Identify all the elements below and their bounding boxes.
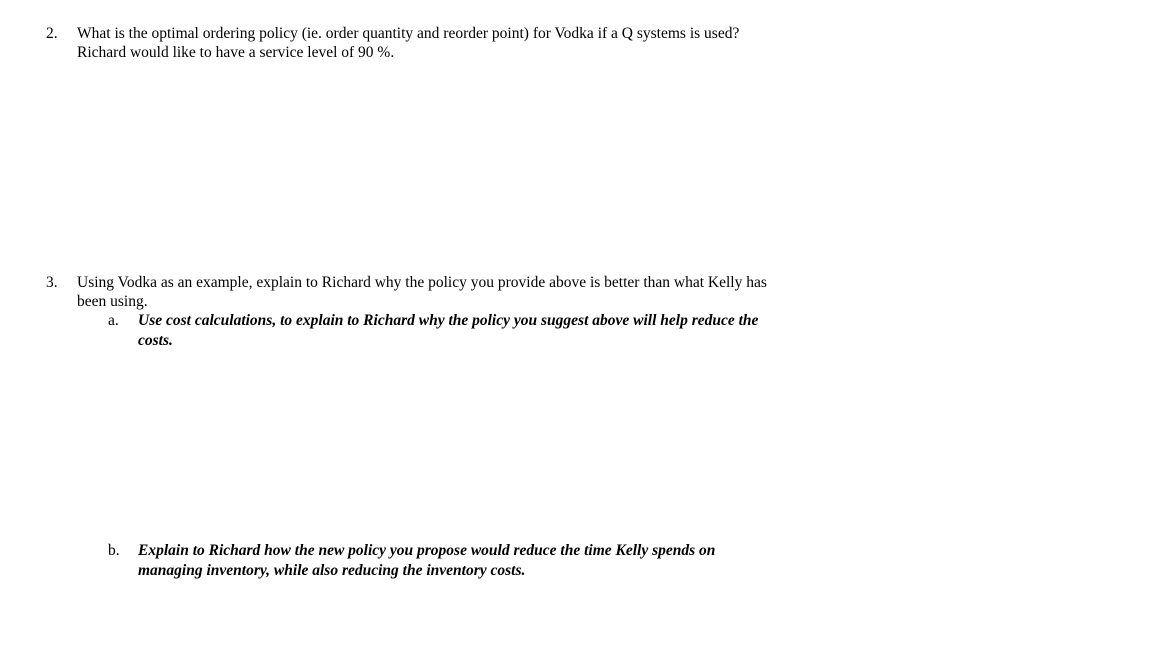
question-2-line-1: What is the optimal ordering policy (ie. order quantity and reorder point) for Vodka if a Q systems is used? — [77, 25, 740, 42]
question-3-number: 3. — [46, 274, 58, 291]
question-2-line-2: Richard would like to have a service level of 90 %. — [77, 44, 395, 61]
subquestion-a-line-1: Use cost calculations, to explain to Richard why the policy you suggest above will help reduce the — [138, 312, 759, 329]
subquestion-b-letter: b. — [108, 542, 120, 559]
question-3-line-1: Using Vodka as an example, explain to Richard why the policy you provide above is better than what Kelly has — [77, 274, 767, 291]
subquestion-b-line-1: Explain to Richard how the new policy you propose would reduce the time Kelly spends on — [138, 542, 716, 559]
subquestion-a-line-2: costs. — [138, 332, 173, 349]
question-2-number: 2. — [46, 25, 58, 42]
subquestion-b-line-2: managing inventory, while also reducing the inventory costs. — [138, 562, 526, 579]
subquestion-a-letter: a. — [108, 312, 119, 329]
question-3-line-2: been using. — [77, 293, 148, 310]
